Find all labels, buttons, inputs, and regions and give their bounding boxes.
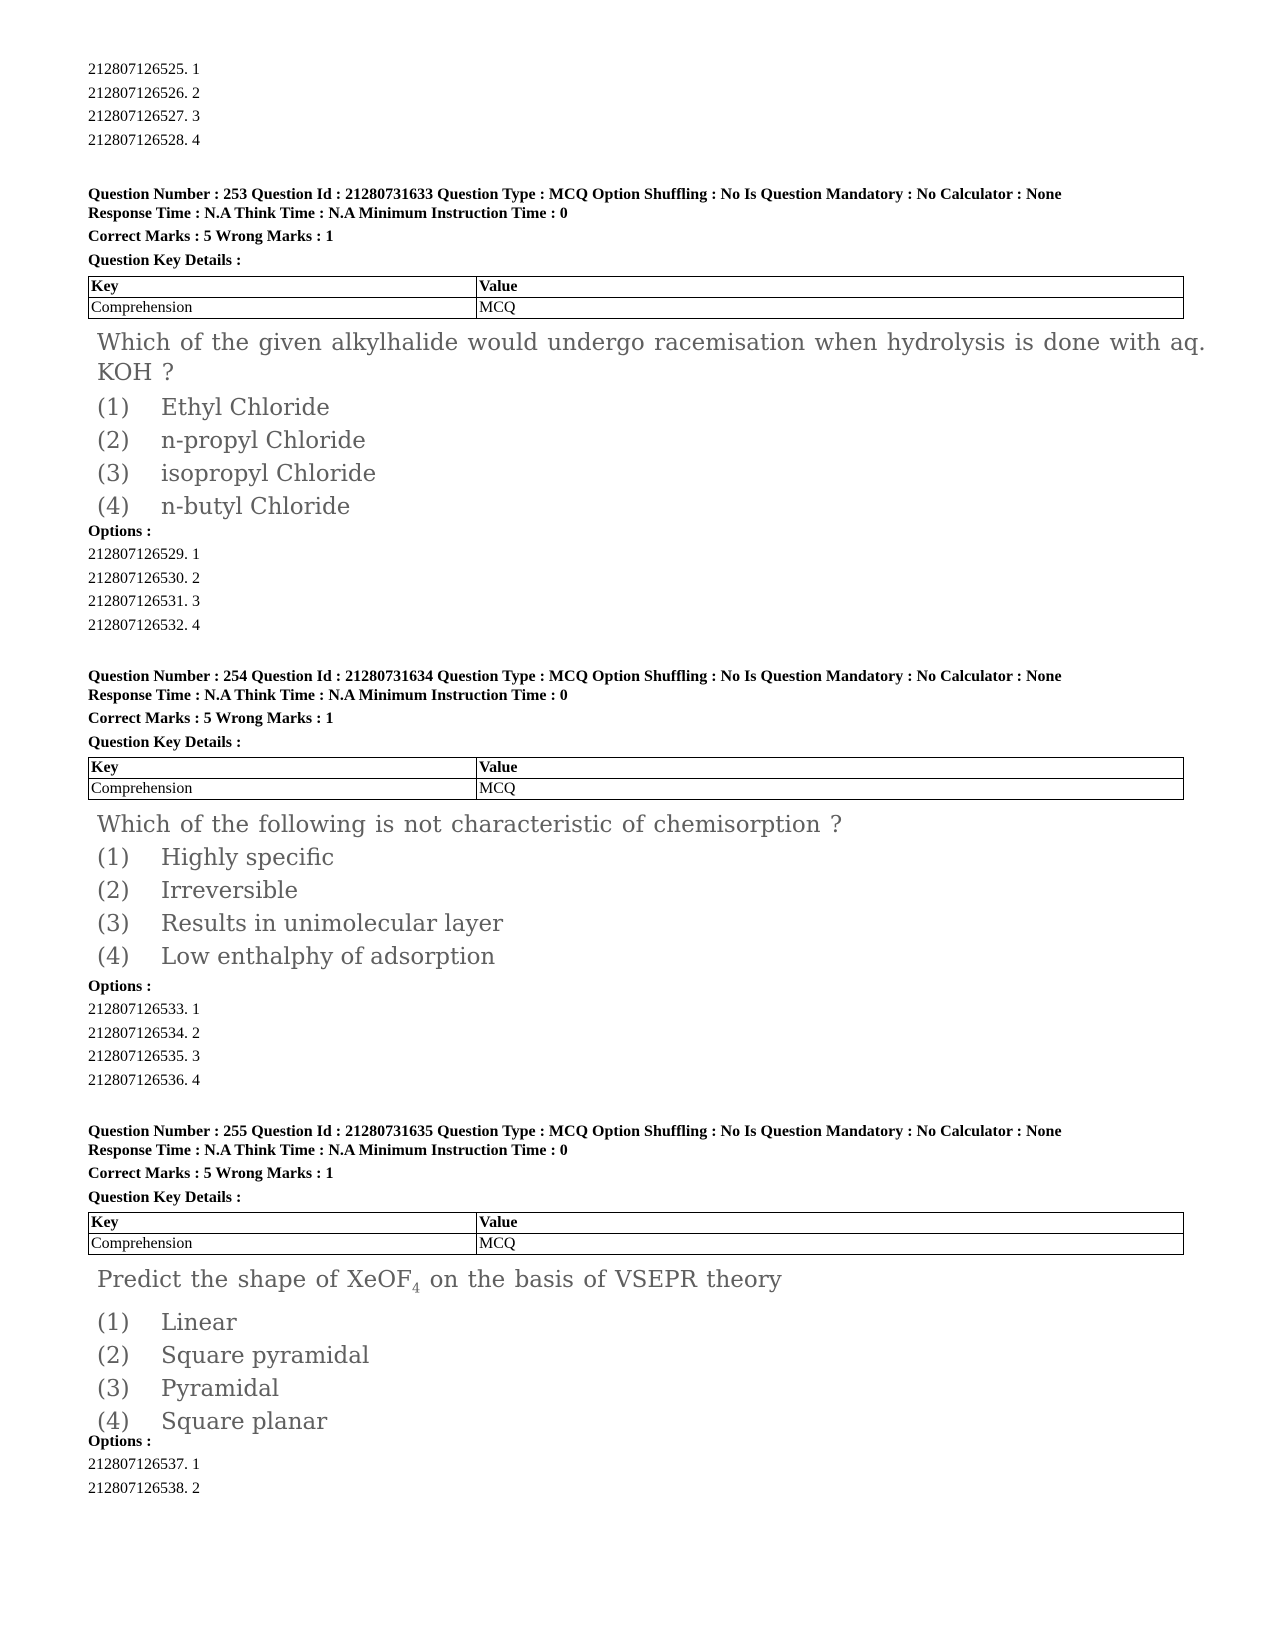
- choice-item: [97, 1340, 1207, 1373]
- question-header: Question Number : 255 Question Id : 21280731635 Question Type : MCQ Option Shuffling : No Is Question Mandatory : No Calculator : None: [88, 1123, 1062, 1140]
- question-marks: Correct Marks : 5 Wrong Marks : 1: [88, 228, 334, 245]
- choice-number: (2): [97, 428, 130, 454]
- key-details-label: Question Key Details :: [88, 252, 242, 269]
- choice-number: (1): [97, 1309, 130, 1336]
- table-header-value: Value: [477, 277, 1184, 298]
- table-header-key: Key: [89, 758, 477, 779]
- choice-item: [97, 941, 1207, 974]
- options-label: Options :: [88, 1433, 152, 1450]
- choice-number: (1): [97, 845, 130, 871]
- question-marks: Correct Marks : 5 Wrong Marks : 1: [88, 1165, 334, 1182]
- choice-number: (4): [97, 494, 130, 520]
- choice-number: (3): [97, 1375, 130, 1402]
- choice-item: [97, 875, 1207, 908]
- option-line: 212807126531. 3: [88, 593, 200, 610]
- choice-text: Highly specific: [161, 845, 335, 871]
- choice-item: [97, 392, 1207, 425]
- option-line: 212807126538. 2: [88, 1480, 200, 1497]
- table-cell-value: MCQ: [477, 779, 1184, 800]
- table-cell-key: Comprehension: [89, 1234, 477, 1255]
- key-details-table: [88, 276, 1184, 319]
- question-header: Question Number : 253 Question Id : 21280731633 Question Type : MCQ Option Shuffling : No Is Question Mandatory : No Calculator : None: [88, 186, 1062, 203]
- choice-text: Low enthalphy of adsorption: [161, 944, 496, 970]
- question-header-line2: Response Time : N.A Think Time : N.A Minimum Instruction Time : 0: [88, 205, 568, 222]
- choice-number: (3): [97, 911, 130, 937]
- table-cell-key: Comprehension: [89, 779, 477, 800]
- choice-text: Square planar: [161, 1408, 328, 1435]
- choice-number: (4): [97, 1408, 130, 1435]
- table-cell-value: MCQ: [477, 1234, 1184, 1255]
- table-header-value: Value: [477, 1213, 1184, 1234]
- choice-text: Square pyramidal: [161, 1342, 370, 1369]
- choice-text: Ethyl Chloride: [161, 395, 330, 421]
- table-header-key: Key: [89, 1213, 477, 1234]
- choice-item: [97, 458, 1207, 491]
- option-line: 212807126535. 3: [88, 1048, 200, 1065]
- choice-number: (2): [97, 878, 130, 904]
- choice-text: Irreversible: [161, 878, 299, 904]
- choice-number: (1): [97, 395, 130, 421]
- question-image: [97, 810, 1207, 974]
- option-line: 212807126530. 2: [88, 570, 200, 587]
- option-line: 212807126526. 2: [88, 85, 200, 102]
- question-header: Question Number : 254 Question Id : 21280731634 Question Type : MCQ Option Shuffling : No Is Question Mandatory : No Calculator : None: [88, 668, 1062, 685]
- choice-text: isopropyl Chloride: [161, 461, 377, 487]
- question-marks: Correct Marks : 5 Wrong Marks : 1: [88, 710, 334, 727]
- question-header-line2: Response Time : N.A Think Time : N.A Minimum Instruction Time : 0: [88, 687, 568, 704]
- table-cell-value: MCQ: [477, 298, 1184, 319]
- choice-item: [97, 1373, 1207, 1406]
- choice-number: (3): [97, 461, 130, 487]
- question-stem: Which of the following is not characteristic of chemisorption ?: [97, 812, 843, 838]
- key-details-table: [88, 1212, 1184, 1255]
- option-line: 212807126533. 1: [88, 1001, 200, 1018]
- choice-number: (4): [97, 944, 130, 970]
- choice-item: [97, 1406, 1207, 1439]
- question-image: [97, 328, 1207, 524]
- choice-text: n-butyl Chloride: [161, 494, 351, 520]
- stem-subscript: 4: [412, 1281, 421, 1297]
- choice-item: [97, 842, 1207, 875]
- table-header-key: Key: [89, 277, 477, 298]
- choice-number: (2): [97, 1342, 130, 1369]
- question-header-line2: Response Time : N.A Think Time : N.A Minimum Instruction Time : 0: [88, 1142, 568, 1159]
- option-line: 212807126528. 4: [88, 132, 200, 149]
- key-details-table: [88, 757, 1184, 800]
- question-image: [97, 1265, 1207, 1439]
- option-line: 212807126532. 4: [88, 617, 200, 634]
- option-line: 212807126525. 1: [88, 61, 200, 78]
- option-line: 212807126534. 2: [88, 1025, 200, 1042]
- table-cell-key: Comprehension: [89, 298, 477, 319]
- question-stem: [97, 1265, 1207, 1305]
- stem-text-continued: on the basis of VSEPR theory: [420, 1267, 782, 1293]
- question-stem: Which of the given alkylhalide would undergo racemisation when hydrolysis is done with aq. KOH ?: [97, 330, 1206, 386]
- choice-item: [97, 1307, 1207, 1340]
- key-details-label: Question Key Details :: [88, 1189, 242, 1206]
- choice-text: Results in unimolecular layer: [161, 911, 504, 937]
- options-label: Options :: [88, 978, 152, 995]
- stem-text: Predict the shape of XeOF: [97, 1267, 413, 1293]
- option-line: 212807126529. 1: [88, 546, 200, 563]
- choice-item: [97, 425, 1207, 458]
- table-header-value: Value: [477, 758, 1184, 779]
- choice-text: Linear: [161, 1309, 237, 1336]
- option-line: 212807126536. 4: [88, 1072, 200, 1089]
- option-line: 212807126527. 3: [88, 108, 200, 125]
- key-details-label: Question Key Details :: [88, 734, 242, 751]
- choice-text: n-propyl Chloride: [161, 428, 366, 454]
- options-label: Options :: [88, 523, 152, 540]
- choice-text: Pyramidal: [161, 1375, 280, 1402]
- choice-item: [97, 908, 1207, 941]
- choice-item: [97, 491, 1207, 524]
- option-line: 212807126537. 1: [88, 1456, 200, 1473]
